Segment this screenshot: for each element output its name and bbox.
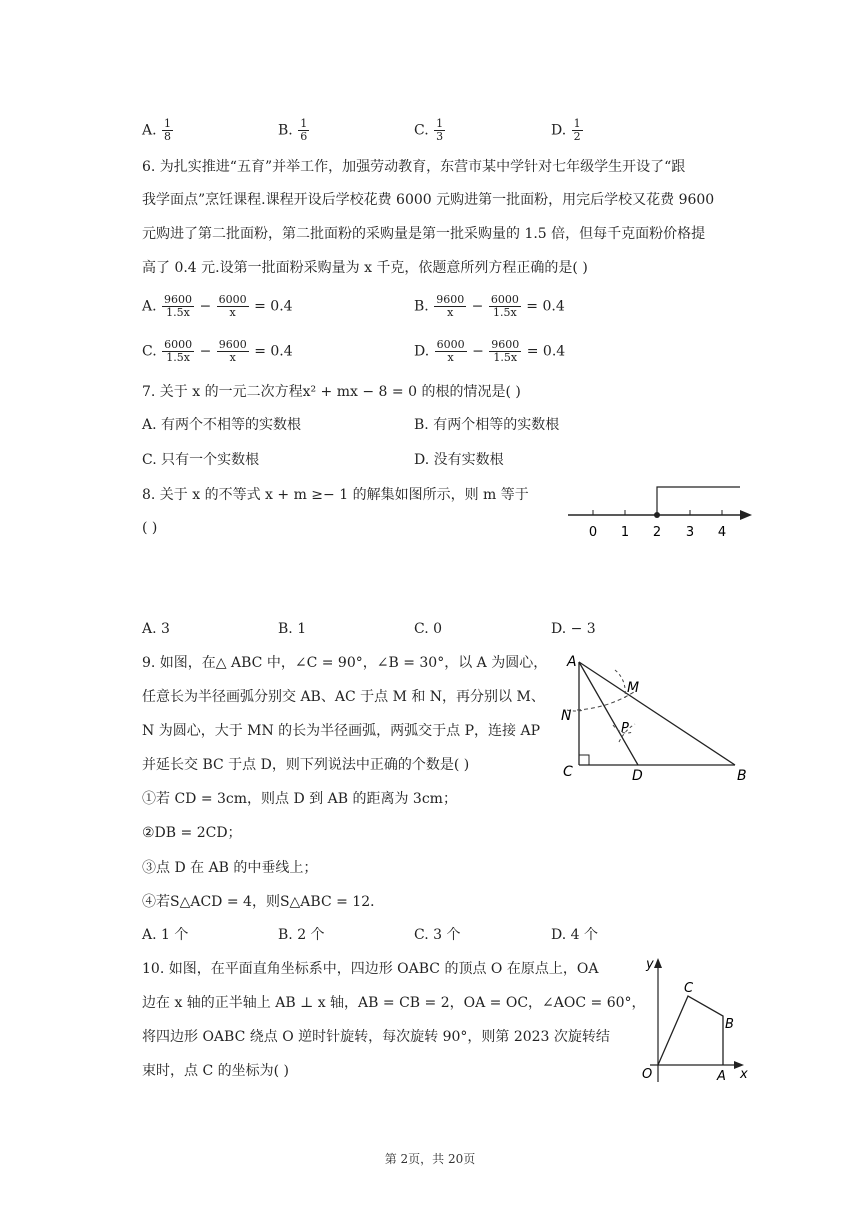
q9-statement-3: ③点 D 在 AB 的中垂线上； xyxy=(142,860,318,876)
q9-statement-2: ②DB = 2CD； xyxy=(142,825,242,841)
number-line-arrow xyxy=(740,510,752,520)
label-x: x xyxy=(740,1067,748,1082)
q8-stem-line-2: ( ) xyxy=(142,520,158,536)
q5-option-a-fraction: $\frac{1}{8}$ xyxy=(164,117,172,143)
triangle-figure xyxy=(555,650,755,785)
q9-stem-line-4: 并延长交 BC 于点 D，则下列说法中正确的个数是( ) xyxy=(142,757,470,773)
q5-option-d: D. $\frac{1}{2}$ xyxy=(551,117,581,143)
q10-stem-line-4: 束时，点 C 的坐标为( ) xyxy=(142,1063,289,1079)
q9-option-c: C. 3 个 xyxy=(414,927,461,943)
q9-stem-line-3: N 为圆心，大于 MN 的长为半径画弧，两弧交于点 P，连接 AP xyxy=(142,723,541,739)
q6-option-b: B. $\frac{9600}{x}$ − $\frac{6000}{1.5x}$ = 0.4 xyxy=(414,293,565,319)
page-footer: 第 2页，共 20页 xyxy=(384,1152,476,1166)
label-b: B xyxy=(725,1017,734,1032)
segment-ad xyxy=(579,662,638,765)
q7-stem: 7. 关于 x 的一元二次方程x² + mx − 8 = 0 的根的情况是( ) xyxy=(142,384,521,400)
label-y: y xyxy=(646,957,654,972)
q5-option-b: B. $\frac{1}{6}$ xyxy=(278,117,308,143)
label-n: N xyxy=(561,708,572,724)
solution-ray xyxy=(657,487,740,515)
q9-statement-4: ④若S△ACD = 4，则S△ABC = 12． xyxy=(142,894,385,910)
tick-label-3: 3 xyxy=(685,525,695,540)
label-o: O xyxy=(642,1067,653,1082)
label-c: C xyxy=(563,764,573,780)
q7-option-c: C. 只有一个实数根 xyxy=(142,452,260,468)
q8-option-a: A. 3 xyxy=(142,621,170,637)
q9-stem-line-1: 9. 如图，在△ ABC 中，∠C = 90°，∠B = 30°，以 A 为圆心， xyxy=(142,655,548,671)
solution-endpoint xyxy=(654,512,660,518)
q7-option-a: A. 有两个不相等的实数根 xyxy=(142,417,302,433)
label-p: P xyxy=(621,721,629,736)
side-ab xyxy=(579,662,735,765)
q6-option-a: A. $\frac{9600}{1.5x}$ − $\frac{6000}{x}$ = 0.4 xyxy=(142,293,293,319)
tick-label-2: 2 xyxy=(652,525,662,540)
q10-stem-line-3: 将四边形 OABC 绕点 O 逆时针旋转，每次旋转 90°，则第 2023 次旋转结 xyxy=(142,1029,610,1045)
q9-option-d: D. 4 个 xyxy=(551,927,598,943)
number-line-figure xyxy=(560,480,760,540)
coordinate-figure xyxy=(630,952,755,1092)
q6-option-c: C. $\frac{6000}{1.5x}$ − $\frac{9600}{x}$ = 0.4 xyxy=(142,338,293,364)
q7-option-b: B. 有两个相等的实数根 xyxy=(414,417,560,433)
q9-option-a: A. 1 个 xyxy=(142,927,189,943)
q6-stem-line-3: 元购进了第二批面粉，第二批面粉的采购量是第一批采购量的 1.5 倍，但每千克面粉价格提 xyxy=(142,226,706,242)
q8-stem-line-1: 8. 关于 x 的不等式 x + m ≥− 1 的解集如图所示，则 m 等于 xyxy=(142,487,529,503)
q5-option-b-fraction: $\frac{1}{6}$ xyxy=(300,117,308,143)
label-c: C xyxy=(684,981,694,996)
right-angle-mark xyxy=(579,755,589,765)
tick-label-0: 0 xyxy=(588,525,598,540)
tick-label-4: 4 xyxy=(717,525,727,540)
label-b: B xyxy=(737,768,747,784)
q6-stem-line-4: 高了 0.4 元.设第一批面粉采购量为 x 千克，依题意所列方程正确的是( ) xyxy=(142,260,588,276)
q5-option-c-fraction: $\frac{1}{3}$ xyxy=(436,117,444,143)
q8-option-b: B. 1 xyxy=(278,621,307,637)
arc-near-m xyxy=(615,670,625,698)
label-a: A xyxy=(717,1069,726,1084)
q10-stem-line-1: 10. 如图，在平面直角坐标系中，四边形 OABC 的顶点 O 在原点上，OA xyxy=(142,961,599,977)
q9-option-b: B. 2 个 xyxy=(278,927,325,943)
q5-option-a: A. $\frac{1}{8}$ xyxy=(142,117,172,143)
label-d: D xyxy=(632,768,643,784)
q8-option-c: C. 0 xyxy=(414,621,443,637)
tick-label-1: 1 xyxy=(620,525,630,540)
label-m: M xyxy=(627,680,640,696)
quadrilateral-oabc xyxy=(658,996,723,1065)
q10-stem-line-2: 边在 x 轴的正半轴上 AB ⊥ x 轴，AB = CB = 2，OA = OC，∠AOC = 60°， xyxy=(142,995,646,1011)
q8-option-d: D. − 3 xyxy=(551,621,596,637)
q6-stem-line-2: 我学面点”烹饪课程.课程开设后学校花费 6000 元购进第一批面粉，用完后学校又花费 9600 xyxy=(142,192,715,208)
q7-option-d: D. 没有实数根 xyxy=(414,452,504,468)
q6-stem-line-1: 6. 为扎实推进“五育”并举工作，加强劳动教育，东营市某中学针对七年级学生开设了“跟 xyxy=(142,159,686,175)
y-axis-arrow xyxy=(654,958,662,968)
q9-stem-line-2: 任意长为半径画弧分别交 AB、AC 于点 M 和 N，再分别以 M、 xyxy=(142,689,545,705)
q5-option-d-fraction: $\frac{1}{2}$ xyxy=(573,117,581,143)
q6-option-d: D. $\frac{6000}{x}$ − $\frac{9600}{1.5x}$ = 0.4 xyxy=(414,338,566,364)
label-a: A xyxy=(567,654,577,670)
q5-option-c: C. $\frac{1}{3}$ xyxy=(414,117,444,143)
q9-statement-1: ①若 CD = 3cm，则点 D 到 AB 的距离为 3cm； xyxy=(142,791,457,807)
